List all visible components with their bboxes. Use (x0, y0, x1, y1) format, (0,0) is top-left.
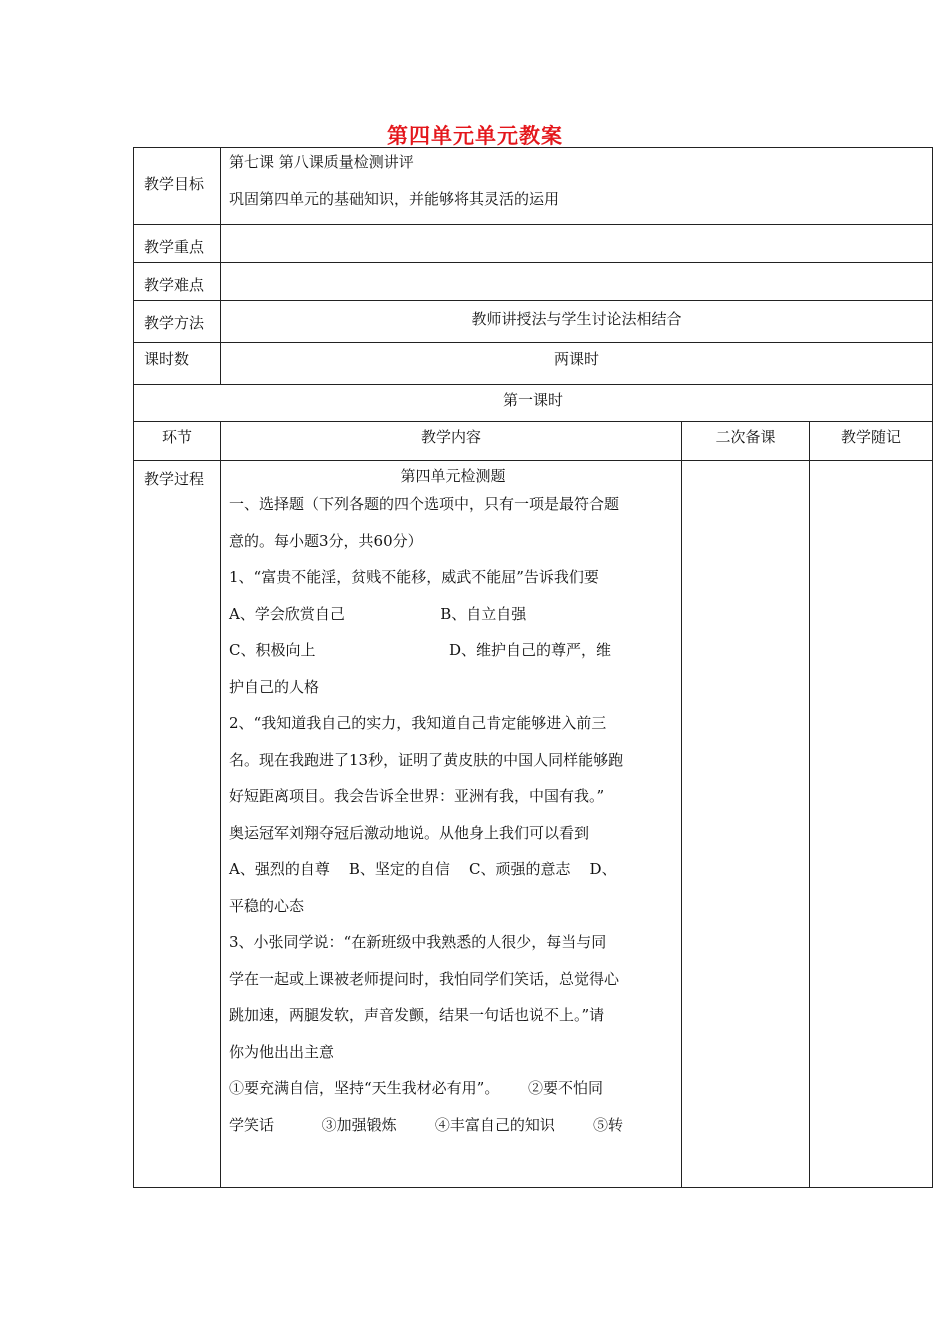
column-header-content: 教学内容 (221, 422, 682, 461)
row-process (134, 461, 933, 1188)
notes-cell (810, 461, 933, 1188)
exam-line: 平稳的心态 (229, 896, 305, 915)
method-value: 教师讲授法与学生讨论法相结合 (221, 301, 933, 343)
exam-line: 护自己的人格 (229, 677, 320, 696)
exam-line: 跳加速，两腿发软，声音发颤，结果一句话也说不上。”请 (229, 1006, 605, 1024)
exam-line: 一、选择题（下列各题的四个选项中，只有一项是最符合题 (229, 495, 620, 513)
hours-value: 两课时 (221, 343, 933, 385)
key-points-label: 教学重点 (134, 225, 221, 263)
session-label: 第一课时 (134, 385, 933, 422)
row-method (134, 301, 933, 343)
hours-label: 课时数 (134, 343, 221, 385)
exam-line: 好短距离项目。我会告诉全世界：亚洲有我，中国有我。” (229, 787, 605, 805)
exam-line: 奥运冠军刘翔夺冠后激动地说。从他身上我们可以看到 (229, 823, 590, 842)
lesson-plan-table (133, 147, 933, 1188)
row-hours (134, 343, 933, 385)
exam-line: 学在一起或上课被老师提问时，我怕同学们笑话，总觉得心 (229, 969, 620, 988)
exam-line: 名。现在我跑进了13秒，证明了黄皮肤的中国人同样能够跑 (229, 750, 624, 769)
row-objective (134, 148, 933, 225)
exam-heading: 第四单元检测题 (400, 467, 506, 485)
row-key-points (134, 225, 933, 263)
exam-line: 2、“我知道我自己的实力，我知道自己肯定能够进入前三 (229, 714, 607, 732)
row-session (134, 385, 933, 422)
exam-line: 1、“富贵不能淫，贫贱不能移，威武不能屈”告诉我们要 (229, 568, 599, 586)
exam-line: A、强烈的自尊 B、坚定的自信 C、顽强的意志 D、 (229, 860, 617, 878)
exam-line: 意的。每小题3分，共60分） (229, 531, 423, 550)
key-points-value (221, 225, 933, 263)
exam-line: 你为他出出主意 (229, 1042, 335, 1061)
process-content (221, 461, 682, 1188)
objective-label: 教学目标 (134, 148, 221, 225)
objective-cell (221, 148, 933, 225)
exam-line: 3、小张同学说：“在新班级中我熟悉的人很少，每当与同 (229, 933, 607, 951)
exam-line: 学笑话 ③加强锻炼 ④丰富自己的知识 ⑤转 (229, 1115, 623, 1134)
row-difficulty (134, 263, 933, 301)
column-header-section: 环节 (134, 422, 221, 461)
method-label: 教学方法 (134, 301, 221, 343)
page-title: 第四单元单元教案 (387, 124, 563, 148)
objective-line: 巩固第四单元的基础知识，并能够将其灵活的运用 (229, 190, 560, 208)
row-column-headers (134, 422, 933, 461)
difficulty-label: 教学难点 (134, 263, 221, 301)
column-header-notes: 教学随记 (810, 422, 933, 461)
process-label: 教学过程 (134, 461, 221, 1188)
exam-line: ①要充满自信，坚持“天生我材必有用”。 ②要不怕同 (229, 1079, 603, 1097)
exam-body (229, 486, 677, 1143)
second-prep-cell (682, 461, 810, 1188)
objective-line: 第七课 第八课质量检测讲评 (229, 153, 414, 171)
difficulty-value (221, 263, 933, 301)
column-header-second-prep: 二次备课 (682, 422, 810, 461)
exam-line: A、学会欣赏自己 B、自立自强 (229, 604, 527, 623)
exam-line: C、积极向上 D、维护自己的尊严，维 (229, 641, 612, 659)
